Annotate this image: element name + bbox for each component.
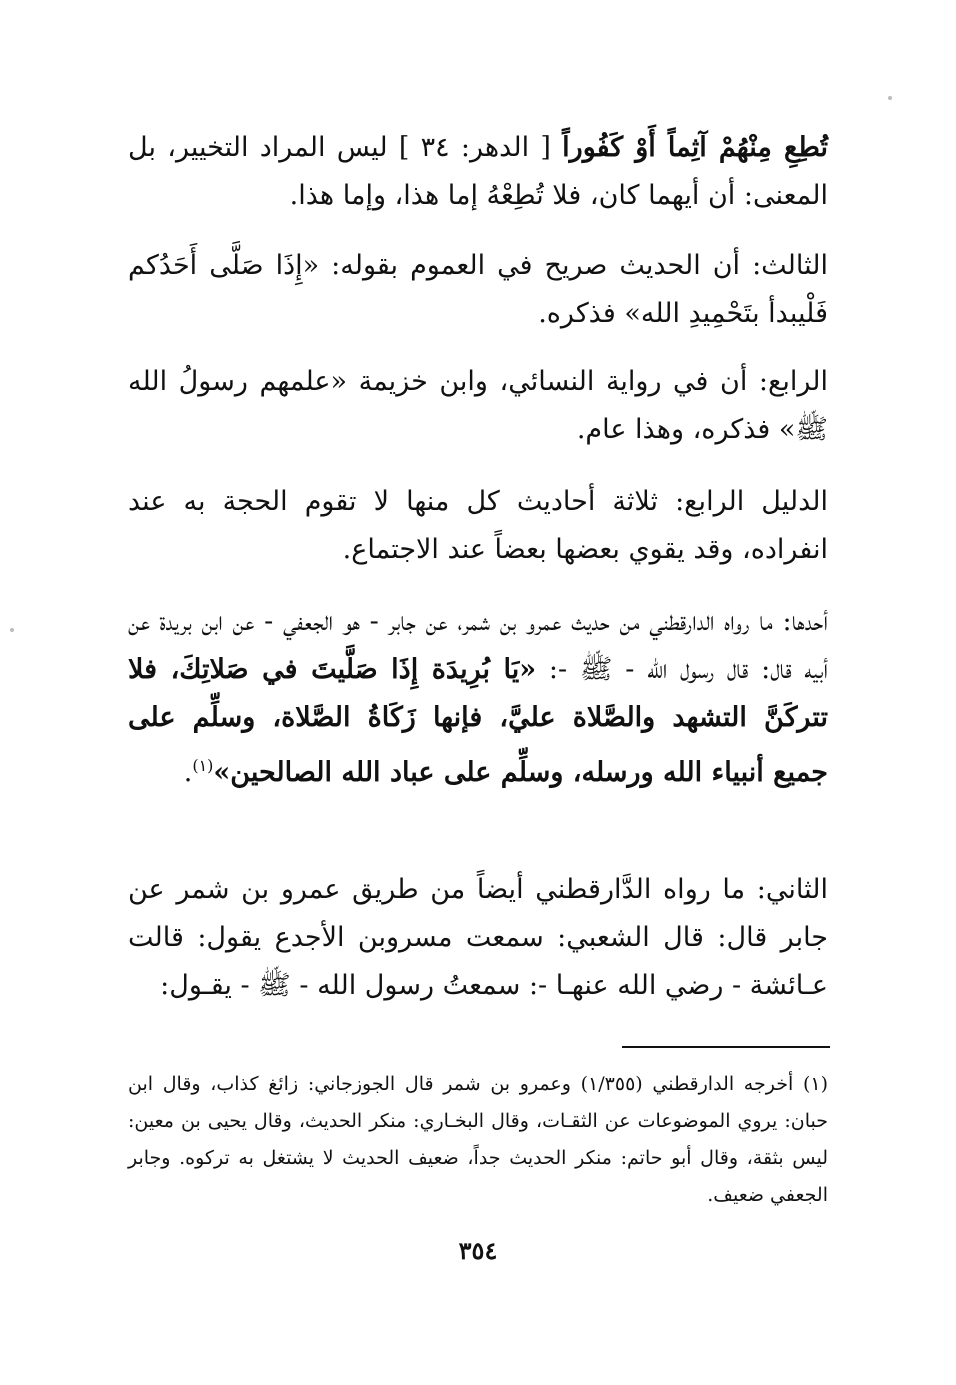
quran-quote: تُطِعِ مِنْهُمْ آثِماً أَوْ كَفُوراً [562,132,828,163]
paragraph-1-text [128,124,828,220]
paragraph-5-end: . [183,757,193,788]
scan-speck [10,628,14,632]
footnote-divider [622,1046,830,1048]
footnote: (١) أخرجه الدارقطني (١/٣٥٥) وعمرو بن شمر قال الجوزجاني: زائغ كذاب، وقال ابن حبان: يروي الموضوعات عن الثقـات، وقال البخـاري: منكر الحديث، وقال يحيى بن معين: ليس بثقة، وقال أبو حاتم: منكر الحديث جداً، ضعيف الحديث لا يشتغل به تركوه. وجابر الجعفي ضعيف. [128,1073,828,1206]
paragraph-2-text: الثالث: أن الحديث صريح في العموم بقوله: «إِذَا صَلَّى أَحَدُكم فَلْيبدأ بتَحْمِيدِ الله» فذكره. [128,250,828,329]
paragraph-3-text: الرابع: أن في رواية النسائي، وابن خزيمة «علمهم رسولُ الله ﷺ» فذكره، وهذا عام. [128,366,828,445]
hadith-isnad: أحدها: ما رواه الدارقطني من حديث عمرو بن شمر، عن جابر - هو الجعفي - عن ابن بريدة عن أبيه قال: قال رسول الله - ﷺ -: [128,606,828,685]
paragraph-4 [128,478,828,574]
page-number: ٣٥٤ [458,1236,498,1265]
paragraph-3 [128,358,828,454]
paragraph-1 [128,124,828,220]
paragraph-6 [128,866,828,1010]
paragraph-5 [128,598,828,797]
paragraph-1-rest: [ الدهر: ٣٤ ] ليس المراد التخيير، بل المعنى: أن أيهما كان، فلا تُطِعْهُ إما هذا، وإما هذا. [128,132,828,211]
scan-speck [888,96,892,100]
paragraph-4-text: الدليل الرابع: ثلاثة أحاديث كل منها لا تقوم الحجة به عند انفراده، وقد يقوي بعضها بعضاً عند الاجتماع. [128,486,828,565]
paragraph-5-text [128,598,828,797]
hadith-text: «يَا بُرِيدَة إِذَا صَلَّيتَ في صَلاتِكَ، فلا تتركَنَّ التشهد والصَّلاة عليَّ، فإنها زَكَاةُ الصَّلاة، وسلِّم على جميع أنبياء الله ورسله، وسلِّم على عباد الله الصالحين» [128,654,828,788]
footnote-reference: (١) [192,756,214,775]
paragraph-2 [128,242,828,338]
paragraph-6-text: الثاني: ما رواه الدَّارقطني أيضاً من طريق عمرو بن شمر عن جابر قال: قال الشعبي: سمعت مسروبن الأجدع يقول: قالت عـائشة - رضي الله عنهـا -: سمعتُ رسول الله - ﷺ - يقـول: [128,874,828,1001]
